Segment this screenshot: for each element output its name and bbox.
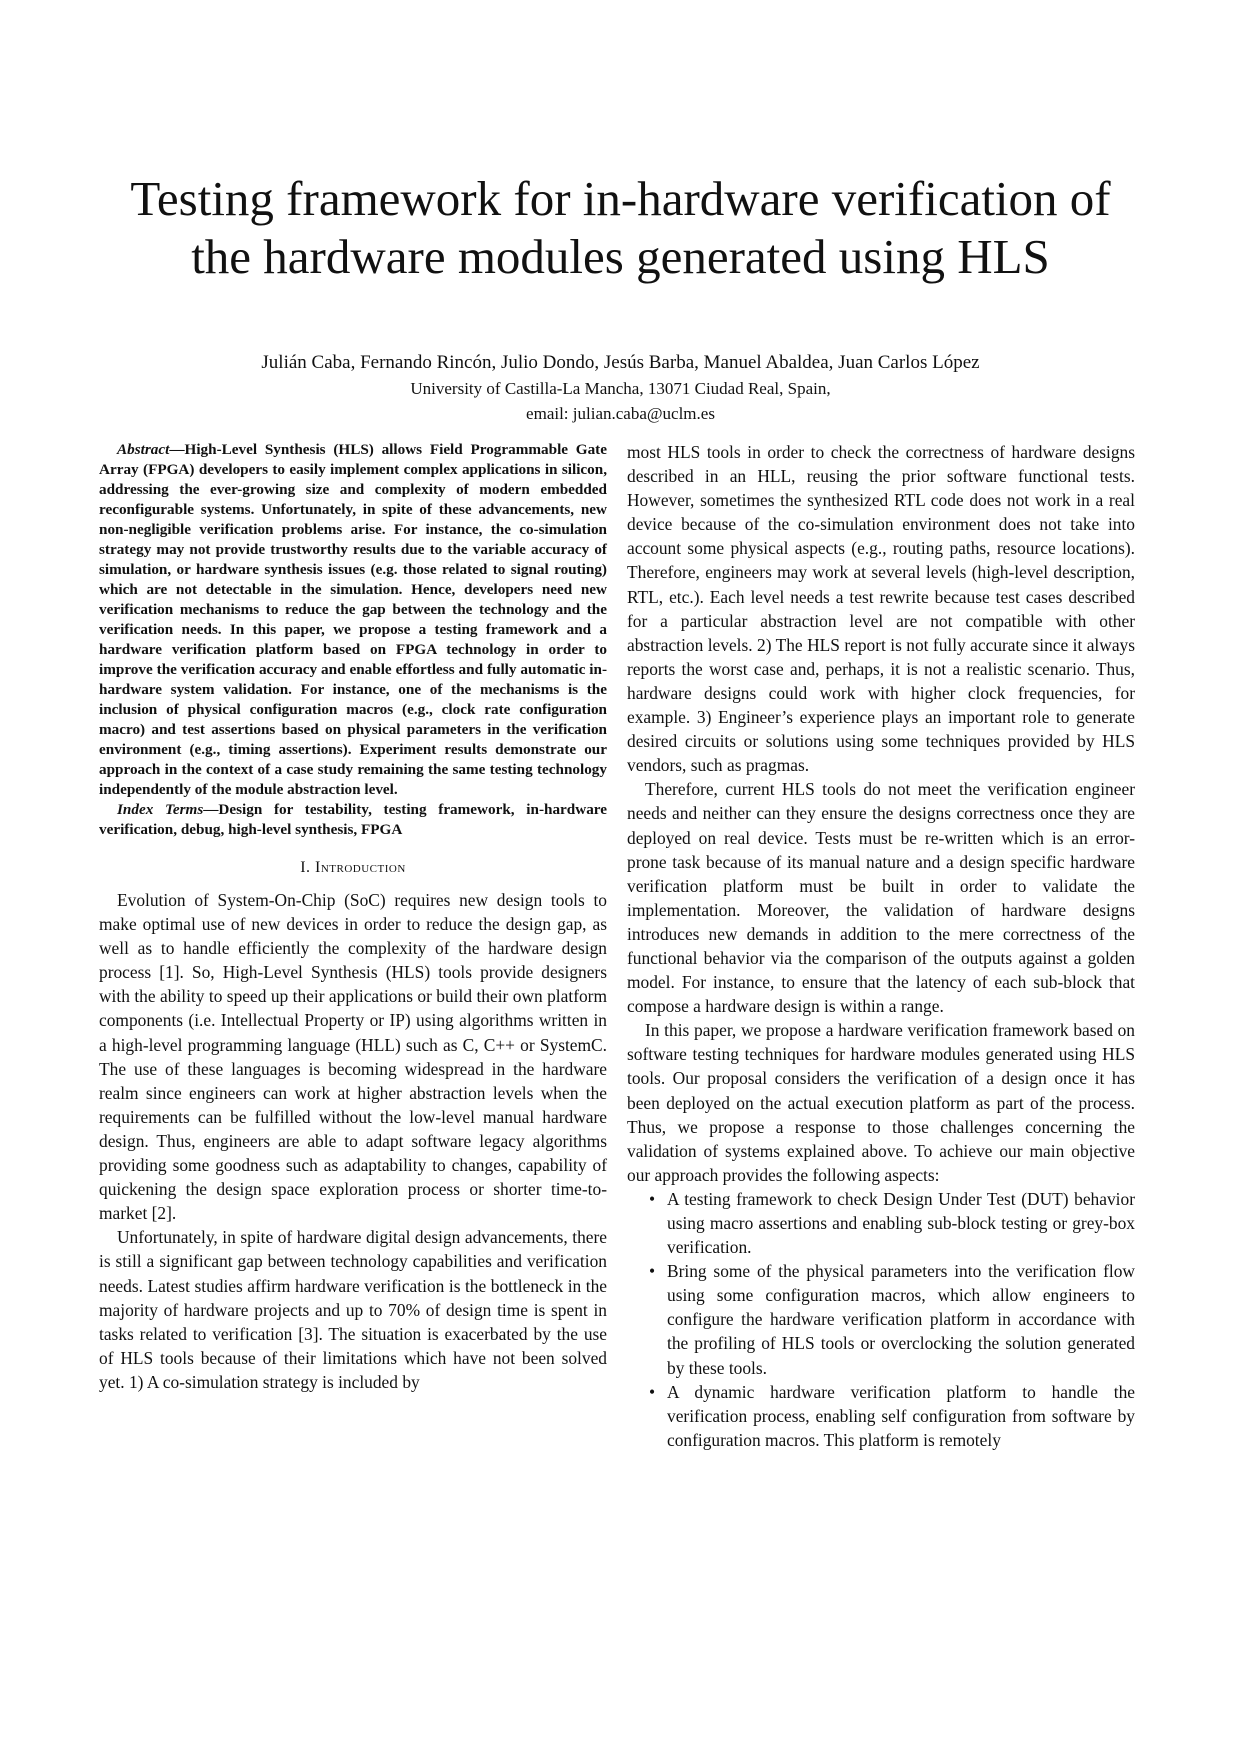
bullet-icon: • [649, 1188, 656, 1209]
list-item [627, 1187, 1135, 1259]
index-terms [99, 800, 607, 840]
section-number: I. [300, 859, 316, 876]
abstract [99, 440, 607, 800]
title-line-2: the hardware modules generated using HLS [191, 229, 1050, 284]
section-title: Introduction [315, 859, 406, 876]
right-column [627, 440, 1135, 1452]
bullet-icon: • [649, 1381, 656, 1402]
list-item [627, 1380, 1135, 1452]
author-list: Julián Caba, Fernando Rincón, Julio Dondo, Jesús Barba, Manuel Abaldea, Juan Carlos López [261, 352, 980, 373]
abstract-text: —High-Level Synthesis (HLS) allows Field Programmable Gate Array (FPGA) developers to easily implement complex applications in silicon, addressing the ever-growing size and complexity of modern embedded reconfigurable systems. Unfortunately, in spite of these advancements, new non-negligible verification problems arise. For instance, the co-simulation strategy may not provide trustworthy results due to the variable accuracy of simulation, or hardware synthesis issues (e.g. those related to signal routing) which are not detectable in the simulation. Hence, developers need new verification mechanisms to reduce the gap between the technology and the verification needs. In this paper, we propose a testing framework and a hardware verification platform based on FPGA technology in order to improve the verification accuracy and enable effortless and fully automatic in-hardware system validation. For instance, one of the mechanisms is the inclusion of physical configuration macros (e.g., clock rate configuration macro) and test assertions based on physical parameters in the verification environment (e.g., timing assertions). Experiment results demonstrate our approach in the context of a case study remaining the same testing technology independently of the module abstraction level. [99, 441, 607, 798]
contact-email: email: julian.caba@uclm.es [526, 404, 715, 423]
list-item [627, 1259, 1135, 1379]
paper-title [60, 170, 1181, 286]
body-paragraph: Evolution of System-On-Chip (SoC) requires new design tools to make optimal use of new devices in order to reduce the design gap, as well as to handle efficiently the complexity of the hardware design process [1]. So, High-Level Synthesis (HLS) tools provide designers with the ability to speed up their applications or build their own platform components (i.e. Intellectual Property or IP) using algorithms written in a high-level programming language (HLL) such as C, C++ or SystemC. The use of these languages is becoming widespread in the hardware realm since engineers can work at higher abstraction levels when the requirements can be fulfilled without the low-level manual hardware design. Thus, engineers are able to adapt software legacy algorithms providing some goodness such as adaptability to changes, capability of quickening the design space exploration process or shorter time-to-market [2]. [99, 890, 607, 1224]
bullet-icon: • [649, 1261, 656, 1282]
index-terms-text: —Design for testability, testing framework, in-hardware verification, debug, high-level synthesis, FPGA [99, 801, 607, 838]
abstract-lead: Abstract [117, 441, 170, 458]
left-column [99, 440, 607, 1394]
index-terms-lead: Index Terms [117, 801, 204, 818]
body-paragraph: Therefore, current HLS tools do not meet the verification engineer needs and neither can they ensure the designs correctness once they are deployed on real device. Tests must be re-written which is an error-prone task because of its manual nature and a design specific hardware verification platform must be built in order to validate the implementation. Moreover, the validation of hardware designs introduces new demands in addition to the mere correctness of the functional behavior via the comparison of the outputs against a golden model. For instance, to ensure that the latency of each sub-block that compose a hardware design is within a range. [627, 779, 1135, 1017]
contribution-list [627, 1187, 1135, 1452]
affiliation: University of Castilla-La Mancha, 13071 Ciudad Real, Spain, [410, 379, 831, 398]
section-heading [99, 858, 607, 878]
body-paragraph: most HLS tools in order to check the correctness of hardware designs described in an HLL, reusing the prior software functional tests. However, sometimes the synthesized RTL code does not work in a real device because of the co-simulation environment does not take into account some physical aspects (e.g., routing paths, resource locations). Therefore, engineers may work at several levels (high-level description, RTL, etc.). Each level needs a test rewrite because test cases described for a particular abstraction level are not compatible with other abstraction levels. 2) The HLS report is not fully accurate since it always reports the worst case and, perhaps, it is not a realistic scenario. Thus, hardware designs could work with higher clock frequencies, for example. 3) Engineer’s experience plays an important role to generate desired circuits or solutions using some techniques provided by HLS vendors, such as pragmas. [627, 442, 1135, 776]
list-item-text: A testing framework to check Design Under Test (DUT) behavior using macro assertions and enabling sub-block testing or grey-box verification. [667, 1188, 1135, 1258]
body-paragraph: Unfortunately, in spite of hardware digital design advancements, there is still a significant gap between technology capabilities and verification needs. Latest studies affirm hardware verification is the bottleneck in the majority of hardware projects and up to 70% of design time is spent in tasks related to verification [3]. The situation is exacerbated by the use of HLS tools because of their limitations which have not been solved yet. 1) A co-simulation strategy is included by [99, 1227, 607, 1392]
list-item-text: A dynamic hardware verification platform to handle the verification process, enabling self configuration from software by configuration macros. This platform is remotely [667, 1381, 1135, 1450]
body-paragraph: In this paper, we propose a hardware verification framework based on software testing techniques for hardware modules generated using HLS tools. Our proposal considers the verification of a design once it has been deployed on the actual execution platform as part of the process. Thus, we propose a response to those challenges concerning the validation of systems explained above. To achieve our main objective our approach provides the following aspects: [627, 1020, 1135, 1185]
title-line-1: Testing framework for in-hardware verification of [130, 171, 1111, 226]
list-item-text: Bring some of the physical parameters into the verification flow using some configuration macros, which allow engineers to configure the hardware verification platform in accordance with the profiling of HLS tools or overclocking the solution generated by these tools. [667, 1261, 1135, 1378]
